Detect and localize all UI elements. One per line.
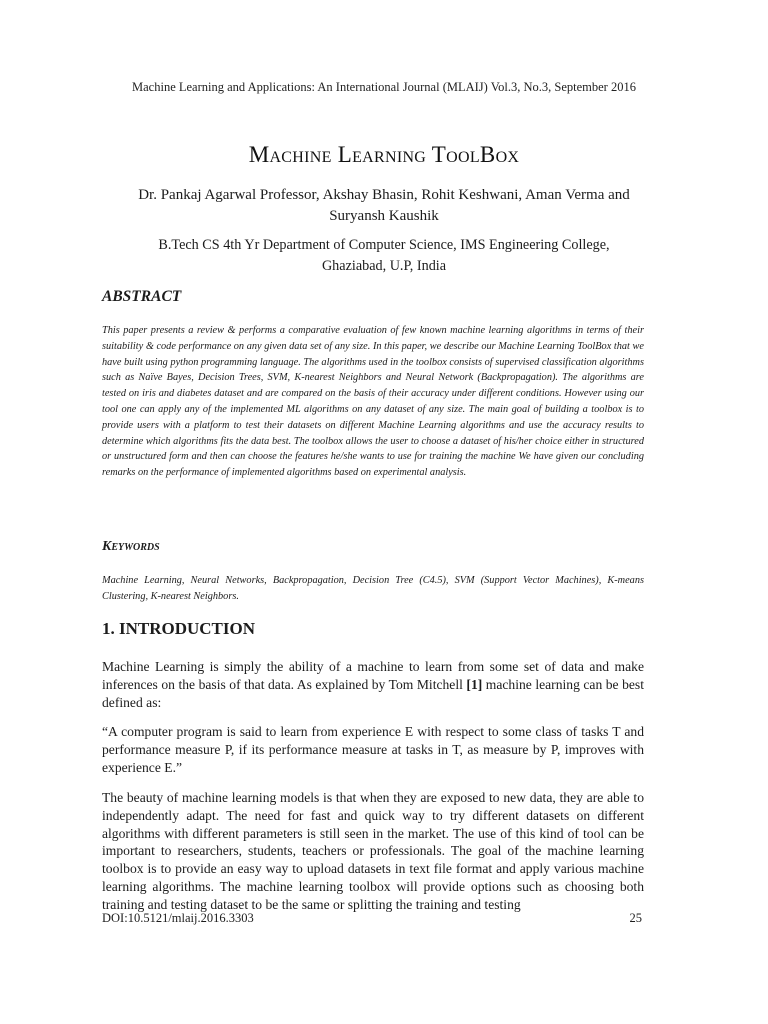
abstract-heading: ABSTRACT [102,288,182,305]
intro-p1-text-b: machine learning can be best defined as: [102,676,644,710]
section-heading-introduction: 1. INTRODUCTION [102,619,256,638]
keywords-heading: Keywords [102,539,160,554]
intro-paragraph-3: The beauty of machine learning models is that when they are exposed to new data, they are able to independently adapt. The need for fast and quick way to try different datasets on different algorithms with different parameters is still seen in the market. The use of this kind of tool can be important to researchers, students, teachers or professionals. The goal of the machine learning toolbox is to provide an easy way to upload datasets in text file format and apply various machine learning algorithms. The machine learning toolbox will provide options such as choosing both training and testing dataset to be the same or splitting the training and testing [102,790,644,912]
citation-link[interactable]: [1] [466,676,483,692]
author-line-2: Suryansh Kaushik [329,208,439,224]
affiliation [90,235,678,277]
intro-paragraph-1 [102,658,644,711]
abstract-text: This paper presents a review & performs a comparative evaluation of few known machine learning algorithms in terms of their suitability & code performance on any given data set of any size. In this paper, we describe our Machine Learning ToolBox that we have built using python programming language. The algorithms used in the toolbox consists of supervised classification algorithms such as Naïve Bayes, Decision Trees, SVM, K-nearest Neighbors and Neural Network (Backpropagation). The algorithms are tested on iris and diabetes dataset and are compared on the basis of their accuracy under different conditions. However using our tool one can apply any of the implemented ML algorithms on any dataset of any size. The main goal of building a toolbox is to provide users with a platform to test their datasets on different Machine Learning algorithms and use the accuracy results to determine which algorithms fits the data best. The toolbox allows the user to choose a dataset of his/her choice either in structured or unstructured form and then can choose the features he/she wants to use for training the machine We have given our concluding remarks on the performance of implemented algorithms based on experimental analysis. [102,325,644,479]
affiliation-line-1: B.Tech CS 4th Yr Department of Computer Science, IMS Engineering College, [158,237,610,253]
author-list [90,185,678,227]
author-line-1: Dr. Pankaj Agarwal Professor, Akshay Bhasin, Rohit Keshwani, Aman Verma and [138,187,630,203]
journal-header: Machine Learning and Applications: An International Journal (MLAIJ) Vol.3, No.3, September 2016 [132,80,636,94]
affiliation-line-2: Ghaziabad, U.P, India [321,258,447,274]
page-footer [102,911,642,926]
page-number: 25 [629,911,642,925]
intro-quote-paragraph: “A computer program is said to learn from experience E with respect to some class of tasks T and performance measure P, if its performance measure at tasks in T, as measure by P, improves with experience E.” [102,724,644,775]
intro-p1-text-a: Machine Learning is simply the ability of a machine to learn from some set of data and make inferences on the basis of that data. As explained by Tom Mitchell [102,659,644,692]
doi-text: DOI:10.5121/mlaij.2016.3303 [102,911,254,925]
paper-title: Machine Learning ToolBox [248,142,520,167]
keywords-text: Machine Learning, Neural Networks, Backpropagation, Decision Tree (C4.5), SVM (Support Vector Machines), K-means Clustering, K-nearest Neighbors. [102,575,644,602]
